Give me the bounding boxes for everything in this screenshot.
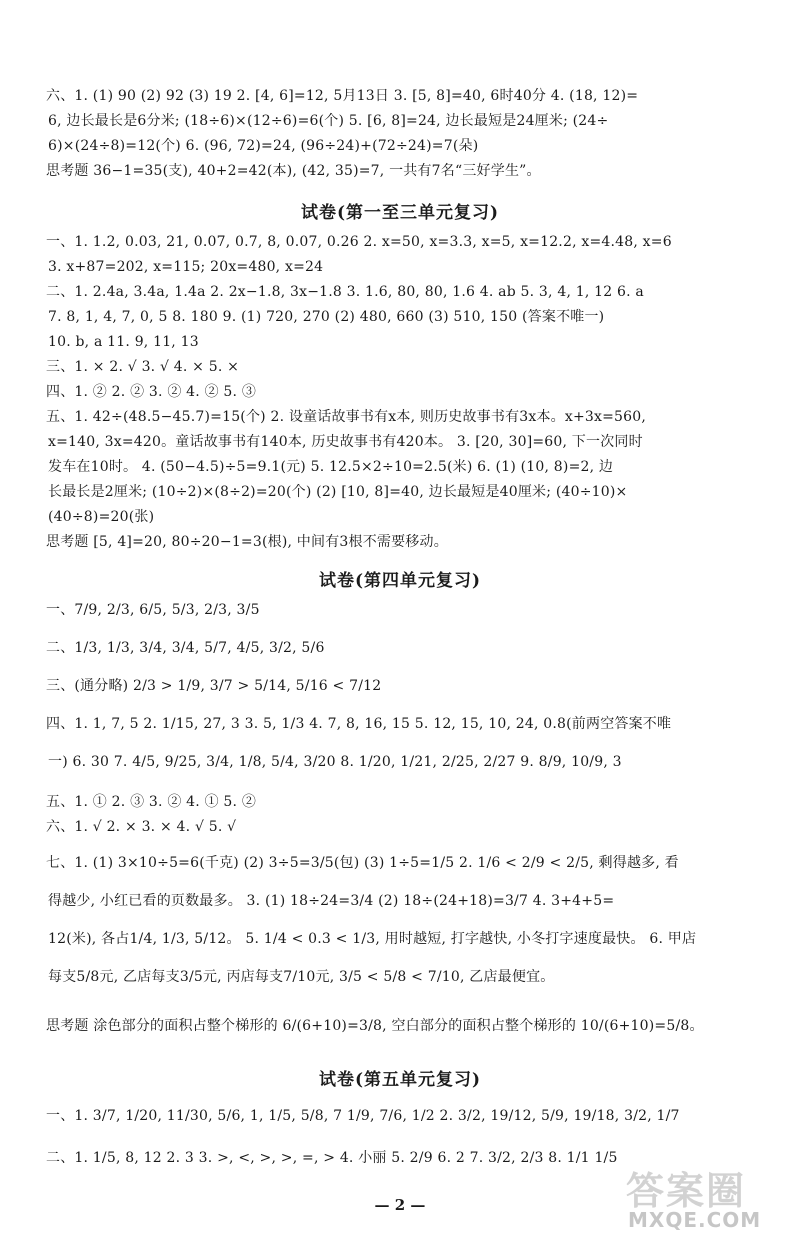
exam1-line: 一、1. 1.2, 0.03, 21, 0.07, 0.7, 8, 0.07, 0.26 2. x=50, x=3.3, x=5, x=12.2, x=4.48, x=6: [46, 234, 672, 250]
exam2-line: 六、1. √ 2. × 3. × 4. √ 5. √: [46, 819, 237, 835]
exam1-line: 二、1. 2.4a, 3.4a, 1.4a 2. 2x−1.8, 3x−1.8 3. 1.6, 80, 80, 1.6 4. ab 5. 3, 4, 1, 12 6. a: [46, 284, 644, 300]
watermark-url: MXQE.COM: [628, 1208, 762, 1232]
exam2-line: 一) 6. 30 7. 4/5, 9/25, 3/4, 1/8, 5/4, 3/20 8. 1/20, 1/21, 2/25, 2/27 9. 8/9, 10/9, 3: [48, 754, 622, 770]
watermark-logo: [620, 1160, 790, 1240]
exam1-line: x=140, 3x=420。童话故事书有140本, 历史故事书有420本。 3. [20, 30]=60, 下一次同时: [48, 434, 643, 450]
exam2-think: 思考题 涂色部分的面积占整个梯形的 6/(6+10)=3/8, 空白部分的面积占整个梯形的 10/(6+10)=5/8。: [46, 1018, 704, 1034]
page-number: — 2 —: [374, 1196, 426, 1214]
exam3-line: 一、1. 3/7, 1/20, 11/30, 5/6, 1, 1/5, 5/8, 7 1/9, 7/6, 1/2 2. 3/2, 19/12, 5/9, 19/18, 3/2, 1/7: [46, 1108, 680, 1124]
exam3-line: 二、1. 1/5, 8, 12 2. 3 3. >, <, >, >, =, > 4. 小丽 5. 2/9 6. 2 7. 3/2, 2/3 8. 1/1 1/5: [46, 1150, 618, 1166]
exam2-line: 得越少, 小红已看的页数最多。 3. (1) 18÷24=3/4 (2) 18÷(24+18)=3/7 4. 3+4+5=: [48, 893, 615, 909]
watermark-text: 答案圈: [626, 1169, 747, 1213]
exam1-line: 三、1. × 2. √ 3. √ 4. × 5. ×: [46, 359, 240, 375]
exam1-line: 长最长是2厘米; (10÷2)×(8÷2)=20(个) (2) [10, 8]=40, 边长最短是40厘米; (40÷10)×: [48, 484, 628, 500]
exam2-title: 试卷(第四单元复习): [318, 571, 482, 591]
exam3-title: 试卷(第五单元复习): [318, 1070, 482, 1090]
exam1-line: 四、1. ② 2. ② 3. ② 4. ② 5. ③: [46, 384, 257, 400]
exam2-line: 四、1. 1, 7, 5 2. 1/15, 27, 3 3. 5, 1/3 4. 7, 8, 16, 15 5. 12, 15, 10, 24, 0.8(前两空答案不唯: [46, 716, 672, 732]
section6-line-1: 六、1. (1) 90 (2) 92 (3) 19 2. [4, 6]=12, 5月13日 3. [5, 8]=40, 6时40分 4. (18, 12)=: [46, 88, 639, 104]
exam1-title: 试卷(第一至三单元复习): [300, 203, 500, 223]
exam2-line: 一、7/9, 2/3, 6/5, 5/3, 2/3, 3/5: [46, 602, 260, 618]
exam2-line: 二、1/3, 1/3, 3/4, 3/4, 5/7, 4/5, 3/2, 5/6: [46, 640, 325, 656]
exam2-line: 三、(通分略) 2/3 > 1/9, 3/7 > 5/14, 5/16 < 7/12: [46, 678, 382, 694]
section6-line-3: 6)×(24÷8)=12(个) 6. (96, 72)=24, (96÷24)+(72÷24)=7(朵): [48, 138, 479, 154]
exam1-line: 五、1. 42÷(48.5−45.7)=15(个) 2. 设童话故事书有x本, 则历史故事书有3x本。x+3x=560,: [46, 409, 647, 425]
exam2-line: 12(米), 各占1/4, 1/3, 5/12。 5. 1/4 < 0.3 < 1/3, 用时越短, 打字越快, 小冬打字速度最快。 6. 甲店: [48, 931, 697, 947]
exam2-line: 七、1. (1) 3×10÷5=6(千克) (2) 3÷5=3/5(包) (3) 1÷5=1/5 2. 1/6 < 2/9 < 2/5, 剩得越多, 看: [46, 855, 679, 871]
exam1-line: 3. x+87=202, x=115; 20x=480, x=24: [48, 259, 324, 275]
section6-think: 思考题 36−1=35(支), 40+2=42(本), (42, 35)=7, 一共有7名“三好学生”。: [46, 163, 541, 179]
exam2-line: 每支5/8元, 乙店每支3/5元, 丙店每支7/10元, 3/5 < 5/8 < 7/10, 乙店最便宜。: [48, 969, 555, 985]
exam1-line: 7. 8, 1, 4, 7, 0, 5 8. 180 9. (1) 720, 270 (2) 480, 660 (3) 510, 150 (答案不唯一): [48, 309, 605, 325]
section6-line-2: 6, 边长最长是6分米; (18÷6)×(12÷6)=6(个) 5. [6, 8]=24, 边长最短是24厘米; (24÷: [48, 113, 609, 129]
exam1-line: 发车在10时。 4. (50−4.5)÷5=9.1(元) 5. 12.5×2÷10=2.5(米) 6. (1) (10, 8)=2, 边: [48, 459, 614, 475]
exam2-line: 五、1. ① 2. ③ 3. ② 4. ① 5. ②: [46, 794, 257, 810]
exam1-think: 思考题 [5, 4]=20, 80÷20−1=3(根), 中间有3根不需要移动。: [46, 534, 448, 550]
exam1-line: (40÷8)=20(张): [48, 509, 155, 525]
exam1-line: 10. b, a 11. 9, 11, 13: [48, 334, 199, 350]
